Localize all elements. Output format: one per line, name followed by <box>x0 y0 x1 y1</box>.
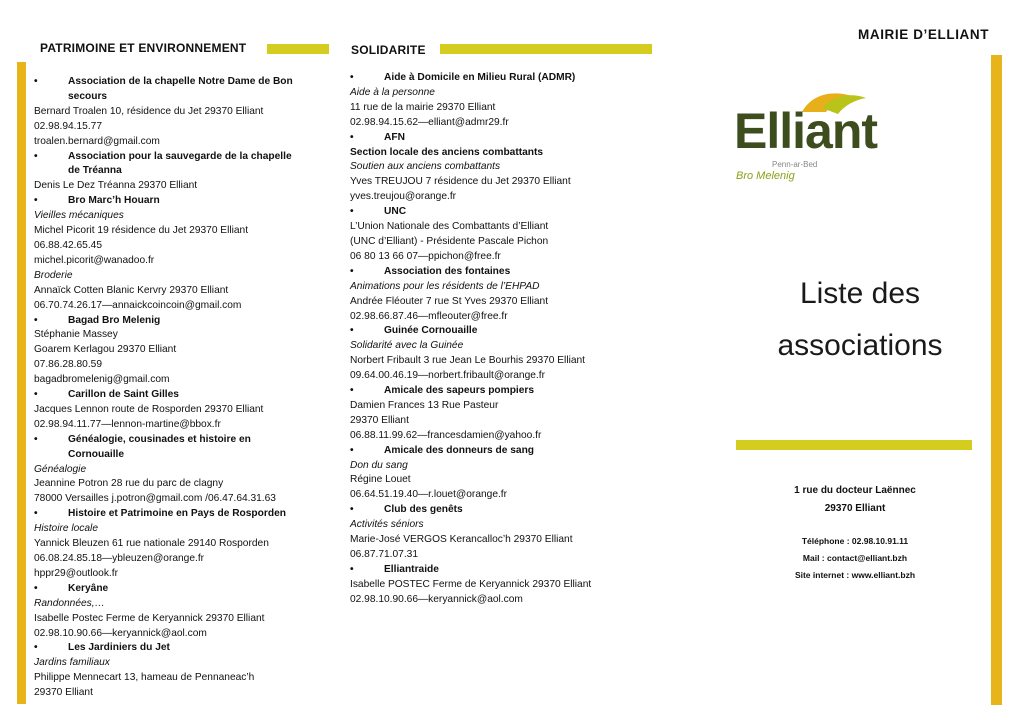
association-name-text: Histoire et Patrimoine en Pays de Rosporden <box>68 508 286 520</box>
association-name <box>350 71 640 86</box>
contact-line: 02.98.94.11.77—lennon-martine@bbox.fr <box>34 418 221 430</box>
contact-line: Isabelle POSTEC Ferme de Keryannick 29370 Elliant <box>350 578 592 590</box>
contact-line: Yannick Bleuzen 61 rue nationale 29140 Rosporden <box>34 538 269 550</box>
association-name-text: AFN <box>384 131 405 143</box>
contact-line: Norbert Fribault 3 rue Jean Le Bourhis 29370 Elliant <box>350 355 586 367</box>
contact-line: 02.98.10.90.66—keryannick@aol.com <box>34 627 207 639</box>
association-name-text: UNC <box>384 206 407 218</box>
bullet-icon: • <box>350 131 354 143</box>
association-name <box>34 314 306 329</box>
association-activity: Aide à la personne <box>350 86 435 98</box>
contact-line: Stéphanie Massey <box>34 329 118 341</box>
association-name <box>34 388 306 403</box>
contact-line: 02.98.10.90.66—keryannick@aol.com <box>350 593 523 605</box>
contact-line: 06.88.42.65.45 <box>34 239 102 251</box>
contact-line: Yves TREUJOU 7 résidence du Jet 29370 Elliant <box>350 176 571 188</box>
document-title <box>760 268 960 372</box>
contact-line: 29370 Elliant <box>350 414 409 426</box>
contact-line: (UNC d’Elliant) - Présidente Pascale Pichon <box>350 235 549 247</box>
bullet-icon: • <box>350 444 354 456</box>
association-activity: Animations pour les résidents de l’EHPAD <box>350 280 540 292</box>
contact-line: Section locale des anciens combattants <box>350 146 544 158</box>
contact-line: 78000 Versailles j.potron@gmail.com /06.47.64.31.63 <box>34 493 276 505</box>
association-activity: Jardins familiaux <box>34 657 110 669</box>
association-name <box>34 641 306 656</box>
mairie-title: MAIRIE D’ELLIANT <box>858 27 990 42</box>
address-line-2: 29370 Elliant <box>824 503 886 514</box>
bullet-icon: • <box>350 206 354 218</box>
bullet-icon: • <box>34 195 38 207</box>
association-name <box>350 265 640 280</box>
contact-line: 06.87.71.07.31 <box>350 549 418 560</box>
association-name <box>34 507 306 522</box>
contact-line: yves.treujou@orange.fr <box>350 191 457 203</box>
patrimoine-heading: PATRIMOINE ET ENVIRONNEMENT <box>40 41 247 55</box>
contact-line: Isabelle Postec Ferme de Keryannick 29370 Elliant <box>34 612 265 624</box>
contact-line: michel.picorit@wanadoo.fr <box>34 254 155 266</box>
solidarite-list <box>350 71 640 608</box>
association-activity: Don du sang <box>350 459 408 471</box>
bullet-icon: • <box>34 508 38 520</box>
solidarite-heading: SOLIDARITE <box>351 43 426 57</box>
contact-line: 09.64.00.46.19—norbert.fribault@orange.fr <box>350 370 545 382</box>
association-name-text: Association pour la sauvegarde de la chapelle de Tréanna <box>68 150 292 177</box>
title-underline-bar <box>736 440 972 450</box>
association-activity: Broderie <box>34 269 73 281</box>
bullet-icon: • <box>350 385 354 397</box>
contact-line: 06.70.74.26.17—annaickcoincoin@gmail.com <box>34 299 242 311</box>
bullet-icon: • <box>34 76 38 87</box>
address-line-1: 1 rue du docteur Laënnec <box>794 485 916 496</box>
association-name <box>350 131 640 146</box>
association-name <box>350 503 640 518</box>
contact-line: 06 80 13 66 07—ppichon@free.fr <box>350 250 501 262</box>
elliant-logo <box>734 84 884 194</box>
association-name-text: Association des fontaines <box>384 265 511 277</box>
contact-mail: Mail : contact@elliant.bzh <box>802 553 908 563</box>
bullet-icon: • <box>350 265 354 277</box>
association-name-text: Aide à Domicile en Milieu Rural (ADMR) <box>384 72 576 83</box>
bullet-icon: • <box>34 433 38 445</box>
bullet-icon: • <box>34 150 38 162</box>
bullet-icon: • <box>350 72 354 83</box>
association-name <box>34 150 306 180</box>
logo-subtitle-bro-melenig: Bro Melenig <box>736 170 795 182</box>
mairie-contact <box>760 533 950 584</box>
contact-line: Andrée Fléouter 7 rue St Yves 29370 Elliant <box>350 295 549 307</box>
patrimoine-heading-bar <box>267 44 329 54</box>
association-name <box>34 582 306 597</box>
contact-line: 06.64.51.19.40—r.louet@orange.fr <box>350 489 508 501</box>
bullet-icon: • <box>350 504 354 516</box>
association-name <box>350 324 640 339</box>
contact-line: Annaïck Cotten Blanic Kervry 29370 Elliant <box>34 284 229 296</box>
contact-line: hppr29@outlook.fr <box>34 567 118 579</box>
contact-line: 02.98.66.87.46—mfleouter@free.fr <box>350 310 508 322</box>
contact-line: Marie-José VERGOS Kerancalloc’h 29370 Elliant <box>350 534 573 546</box>
contact-line: 02.98.94.15.77 <box>34 120 102 132</box>
association-name-text: Bagad Bro Melenig <box>68 314 161 326</box>
association-name-text: Guinée Cornouaille <box>384 325 478 337</box>
title-line-2: associations <box>777 329 943 362</box>
contact-line: 07.86.28.80.59 <box>34 359 102 371</box>
contact-line: Goarem Kerlagou 29370 Elliant <box>34 344 177 356</box>
association-name <box>34 433 306 463</box>
right-side-bar <box>991 55 1002 705</box>
bullet-icon: • <box>350 325 354 337</box>
contact-line: 29370 Elliant <box>34 687 93 699</box>
contact-line: bagadbromelenig@gmail.com <box>34 374 170 386</box>
contact-line: 11 rue de la mairie 29370 Elliant <box>350 101 496 113</box>
contact-line: Jeannine Potron 28 rue du parc de clagny <box>34 478 224 490</box>
contact-line: 02.98.94.15.62—elliant@admr29.fr <box>350 116 509 128</box>
association-name-text: Carillon de Saint Gilles <box>68 389 179 401</box>
association-name-text: Amicale des sapeurs pompiers <box>384 385 535 397</box>
contact-line: 06.88.11.99.62—francesdamien@yahoo.fr <box>350 429 542 441</box>
association-activity: Activités séniors <box>350 519 424 531</box>
association-name-text: Elliantraide <box>384 563 439 575</box>
logo-wordmark <box>734 103 878 159</box>
bullet-icon: • <box>34 582 38 594</box>
contact-line: 06.08.24.85.18—ybleuzen@orange.fr <box>34 553 205 564</box>
association-name-text: Keryâne <box>68 582 109 594</box>
bullet-icon: • <box>34 314 38 326</box>
contact-line: L’Union Nationale des Combattants d’Elliant <box>350 221 549 233</box>
contact-line: Damien Frances 13 Rue Pasteur <box>350 399 499 411</box>
contact-line: Philippe Mennecart 13, hameau de Pennaneac’h <box>34 672 255 684</box>
association-activity: Histoire locale <box>34 523 98 535</box>
title-line-1: Liste des <box>799 277 921 310</box>
association-name <box>350 205 640 220</box>
association-name <box>34 194 306 209</box>
association-name-text: Association de la chapelle Notre Dame de Bon secours <box>68 76 293 102</box>
mairie-address <box>760 482 950 518</box>
logo-wordmark-text: Elliant <box>734 103 878 159</box>
association-activity: Randonnées,… <box>34 597 105 609</box>
association-activity: Soutien aux anciens combattants <box>350 161 501 173</box>
contact-line: Jacques Lennon route de Rosporden 29370 Elliant <box>34 403 264 415</box>
contact-line: Régine Louet <box>350 474 411 486</box>
association-name-text: Club des genêts <box>384 504 463 516</box>
patrimoine-side-bar <box>17 62 26 704</box>
association-name <box>350 444 640 459</box>
association-name-text: Généalogie, cousinades et histoire en Cornouaille <box>68 433 251 460</box>
contact-line: Denis Le Dez Tréanna 29370 Elliant <box>34 180 198 192</box>
association-name-text: Les Jardiniers du Jet <box>68 642 170 654</box>
association-name-text: Bro Marc’h Houarn <box>68 195 160 207</box>
bullet-icon: • <box>350 563 354 575</box>
association-activity: Vieilles mécaniques <box>34 210 124 222</box>
contact-phone: Téléphone : 02.98.10.91.11 <box>801 536 909 546</box>
association-activity: Solidarité avec la Guinée <box>350 340 464 352</box>
association-name <box>34 75 306 105</box>
association-name <box>350 384 640 399</box>
bullet-icon: • <box>34 389 38 401</box>
association-activity: Généalogie <box>34 463 87 475</box>
association-name-text: Amicale des donneurs de sang <box>384 444 535 456</box>
logo-subtitle-penn-ar-bed: Penn-ar-Bed <box>772 160 818 169</box>
bullet-icon: • <box>34 642 38 654</box>
contact-line: Michel Picorit 19 résidence du Jet 29370 Elliant <box>34 225 249 237</box>
contact-line: troalen.bernard@gmail.com <box>34 135 160 147</box>
association-name <box>350 563 640 578</box>
solidarite-heading-bar <box>440 44 652 54</box>
contact-line: Bernard Troalen 10, résidence du Jet 29370 Elliant <box>34 105 264 117</box>
patrimoine-list <box>34 75 306 701</box>
contact-site: Site internet : www.elliant.bzh <box>794 570 916 580</box>
